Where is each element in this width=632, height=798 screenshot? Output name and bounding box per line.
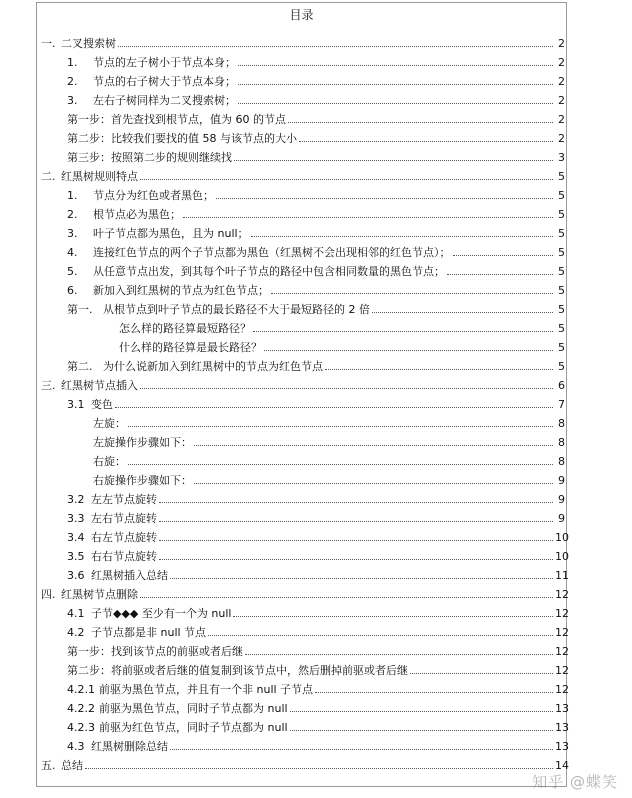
toc-entry-number: 1. <box>67 56 78 69</box>
toc-entry-text: 右旋操作步骤如下： <box>93 474 192 487</box>
toc-entry-text: 前驱为红色节点，同时子节点都为 null <box>99 721 288 734</box>
toc-dot-leader <box>315 691 553 693</box>
toc-entry[interactable] <box>37 411 566 430</box>
toc-entry-text: 右右节点旋转 <box>91 550 157 563</box>
toc-dot-leader <box>194 444 553 446</box>
toc-entry-page: 9 <box>558 512 565 525</box>
toc-entry-page: 5 <box>558 303 565 316</box>
toc-entry-number: 3.2 <box>67 493 85 506</box>
toc-dot-leader <box>453 254 554 256</box>
toc-entry-page: 5 <box>558 360 565 373</box>
toc-dot-leader <box>251 235 553 237</box>
toc-entry-number: 2. <box>67 208 78 221</box>
toc-dot-leader <box>183 216 553 218</box>
toc-entry[interactable] <box>37 164 566 183</box>
toc-entry-page: 8 <box>558 436 565 449</box>
toc-dot-leader <box>194 482 553 484</box>
toc-entry-page: 12 <box>555 588 569 601</box>
toc-dot-leader <box>253 330 553 332</box>
toc-entry[interactable] <box>37 31 566 50</box>
toc-entry[interactable] <box>37 278 566 297</box>
toc-entry-text: 红黑树节点插入 <box>61 379 138 392</box>
toc-entry-text: 红黑树节点删除 <box>61 588 138 601</box>
toc-entry-number: 3.1 <box>67 398 85 411</box>
toc-entry-number: 3. <box>67 227 78 240</box>
toc-entry-number: 6. <box>67 284 78 297</box>
toc-entry-number: 3.5 <box>67 550 85 563</box>
toc-dot-leader <box>447 273 553 275</box>
toc-entry-text: 叶子节点都为黑色，且为 null； <box>93 227 249 240</box>
toc-dot-leader <box>170 577 553 579</box>
toc-dot-leader <box>140 387 553 389</box>
toc-entry[interactable] <box>37 392 566 411</box>
toc-entry[interactable] <box>37 563 569 582</box>
toc-dot-leader <box>128 463 553 465</box>
toc-entry-number: 3.3 <box>67 512 85 525</box>
toc-entry[interactable] <box>37 639 569 658</box>
toc-entry-text: 第二步：比较我们要找的值 58 与该节点的大小 <box>67 132 297 145</box>
toc-entry-text: 第一步：找到该节点的前驱或者后继 <box>67 645 243 658</box>
toc-dot-leader <box>159 520 553 522</box>
toc-entry-page: 9 <box>558 474 565 487</box>
toc-title: 目录 <box>289 8 314 22</box>
toc-entry-text: 左左节点旋转 <box>91 493 157 506</box>
toc-entry[interactable] <box>37 715 569 734</box>
toc-entry-text: 节点分为红色或者黑色； <box>93 189 214 202</box>
toc-entry[interactable] <box>37 734 569 753</box>
toc-page <box>36 2 567 787</box>
toc-entry-page: 5 <box>558 208 565 221</box>
toc-entry-text: 右旋： <box>93 455 126 468</box>
toc-entry-number: 四. <box>41 588 56 601</box>
watermark: 知乎 @蝶笑 <box>532 773 618 791</box>
toc-entry-page: 13 <box>555 702 569 715</box>
toc-dot-leader <box>159 558 553 560</box>
toc-entry[interactable] <box>37 316 566 335</box>
toc-entry-text: 从任意节点出发，到其每个叶子节点的路径中包含相同数量的黑色节点； <box>93 265 445 278</box>
toc-entry-text: 从根节点到叶子节点的最长路径不大于最短路径的 2 倍 <box>103 303 370 316</box>
toc-entry-text: 红黑树插入总结 <box>91 569 168 582</box>
toc-entry-page: 11 <box>555 569 569 582</box>
toc-entry[interactable] <box>37 183 566 202</box>
toc-dot-leader <box>271 292 553 294</box>
toc-entry-page: 10 <box>555 531 569 544</box>
toc-dot-leader <box>170 748 553 750</box>
toc-entry-number: 4.2 <box>67 626 85 639</box>
toc-dot-leader <box>85 767 553 769</box>
toc-dot-leader <box>245 653 553 655</box>
toc-entry-page: 5 <box>558 246 565 259</box>
toc-entry-number: 4.2.2 <box>67 702 95 715</box>
toc-entry-page: 5 <box>558 341 565 354</box>
toc-dot-leader <box>288 121 553 123</box>
toc-entry-page: 12 <box>555 683 569 696</box>
toc-dot-leader <box>118 45 553 47</box>
toc-entry[interactable] <box>37 373 566 392</box>
toc-entry-page: 9 <box>558 493 565 506</box>
toc-entry-page: 5 <box>558 322 565 335</box>
toc-entry-text: 子节点都是非 null 节点 <box>91 626 207 639</box>
toc-entry-number: 3.4 <box>67 531 85 544</box>
toc-entry[interactable] <box>37 145 566 164</box>
toc-entry-page: 12 <box>555 645 569 658</box>
toc-entry-number: 4.2.1 <box>67 683 95 696</box>
toc-entry-number: 4.3 <box>67 740 85 753</box>
toc-entry-page: 2 <box>558 94 565 107</box>
toc-entry-page: 2 <box>558 132 565 145</box>
toc-entry-page: 3 <box>558 151 565 164</box>
toc-entry[interactable] <box>37 677 569 696</box>
toc-entry[interactable] <box>37 601 569 620</box>
toc-entry-text: 前驱为黑色节点，并且有一个非 null 子节点 <box>99 683 314 696</box>
toc-dot-leader <box>299 140 553 142</box>
toc-entry-text: 左右子树同样为二叉搜索树； <box>93 94 236 107</box>
toc-entry-number: 3.6 <box>67 569 85 582</box>
toc-dot-leader <box>140 596 553 598</box>
toc-entry[interactable] <box>37 696 569 715</box>
toc-entry[interactable] <box>37 753 569 772</box>
toc-entry-text: 变色 <box>91 398 113 411</box>
toc-entry-page: 12 <box>555 626 569 639</box>
toc-entry-text: 怎么样的路径算最短路径？ <box>119 322 251 335</box>
toc-dot-leader <box>410 672 553 674</box>
toc-entry-page: 12 <box>555 607 569 620</box>
toc-dot-leader <box>238 83 553 85</box>
toc-entry-page: 2 <box>558 75 565 88</box>
toc-entry-page: 14 <box>555 759 569 772</box>
toc-dot-leader <box>159 539 553 541</box>
toc-entry[interactable] <box>37 69 566 88</box>
toc-entry-text: 红黑树规则特点 <box>61 170 138 183</box>
toc-entry-page: 5 <box>558 170 565 183</box>
toc-dot-leader <box>325 368 553 370</box>
toc-dot-leader <box>128 425 553 427</box>
toc-entry-text: 第一步：首先查找到根节点，值为 60 的节点 <box>67 113 286 126</box>
toc-entry-text: 二叉搜索树 <box>61 37 116 50</box>
toc-entry-page: 13 <box>555 721 569 734</box>
toc-entry-number: 4.1 <box>67 607 85 620</box>
toc-entry-text: 子节◆◆◆ 至少有一个为 null <box>91 607 232 620</box>
toc-entry-number: 1. <box>67 189 78 202</box>
toc-entry-number: 3. <box>67 94 78 107</box>
toc-entry-page: 5 <box>558 189 565 202</box>
toc-entry[interactable] <box>37 468 566 487</box>
toc-entry[interactable] <box>37 50 566 69</box>
toc-entry-text: 左旋操作步骤如下： <box>93 436 192 449</box>
toc-entry-text: 左右节点旋转 <box>91 512 157 525</box>
toc-entry-page: 2 <box>558 56 565 69</box>
toc-entry-text: 第二步：将前驱或者后继的值复制到该节点中，然后删掉前驱或者后继 <box>67 664 408 677</box>
toc-entry-text: 连接红色节点的两个子节点都为黑色（红黑树不会出现相邻的红色节点）； <box>93 246 451 259</box>
toc-entry-text: 什么样的路径算是最长路径？ <box>119 341 262 354</box>
toc-entry-page: 2 <box>558 37 565 50</box>
toc-entry-text: 新加入到红黑树的节点为红色节点； <box>93 284 269 297</box>
toc-entry[interactable] <box>37 335 566 354</box>
toc-entry[interactable] <box>37 297 566 316</box>
toc-dot-leader <box>290 729 553 731</box>
toc-entry[interactable] <box>37 620 569 639</box>
toc-entry-page: 5 <box>558 227 565 240</box>
toc-dot-leader <box>372 311 553 313</box>
toc-entry[interactable] <box>37 221 566 240</box>
toc-dot-leader <box>115 406 553 408</box>
toc-dot-leader <box>216 197 553 199</box>
toc-entry-page: 6 <box>558 379 565 392</box>
toc-entry-number: 三. <box>41 379 56 392</box>
toc-entry[interactable] <box>37 487 566 506</box>
toc-entry-text: 节点的右子树大于节点本身； <box>93 75 236 88</box>
toc-entry-page: 8 <box>558 417 565 430</box>
toc-entry[interactable] <box>37 544 569 563</box>
toc-entry-number: 2. <box>67 75 78 88</box>
toc-entry-text: 右左节点旋转 <box>91 531 157 544</box>
toc-entry[interactable] <box>37 658 569 677</box>
toc-entry-page: 5 <box>558 265 565 278</box>
toc-entry-number: 一. <box>41 37 56 50</box>
toc-entry-number: 二. <box>41 170 56 183</box>
toc-entry-number: 4.2.3 <box>67 721 95 734</box>
toc-entry-number: 五. <box>41 759 56 772</box>
toc-entry[interactable] <box>37 506 566 525</box>
toc-entry[interactable] <box>37 240 566 259</box>
toc-entry-page: 5 <box>558 284 565 297</box>
toc-entry-text: 左旋： <box>93 417 126 430</box>
toc-entry-text: 第三步：按照第二步的规则继续找 <box>67 151 232 164</box>
toc-entry-page: 2 <box>558 113 565 126</box>
toc-entry-number: 5. <box>67 265 78 278</box>
toc-entry-page: 10 <box>555 550 569 563</box>
toc-entry-text: 红黑树删除总结 <box>91 740 168 753</box>
toc-dot-leader <box>290 710 553 712</box>
toc-entry-text: 前驱为黑色节点，同时子节点都为 null <box>99 702 288 715</box>
toc-entry-number: 第二. <box>67 360 93 373</box>
toc-dot-leader <box>264 349 553 351</box>
toc-dot-leader <box>208 634 553 636</box>
toc-entry[interactable] <box>37 582 569 601</box>
toc-entry[interactable] <box>37 430 566 449</box>
toc-entry-number: 4. <box>67 246 78 259</box>
toc-entry-page: 8 <box>558 455 565 468</box>
toc-entry-text: 为什么说新加入到红黑树中的节点为红色节点 <box>103 360 323 373</box>
toc-dot-leader <box>238 102 553 104</box>
toc-entry-page: 7 <box>558 398 565 411</box>
toc-dot-leader <box>159 501 553 503</box>
toc-entry-number: 第一. <box>67 303 93 316</box>
toc-dot-leader <box>234 159 553 161</box>
toc-dot-leader <box>233 615 553 617</box>
toc-entry[interactable] <box>37 88 566 107</box>
toc-entry-page: 13 <box>555 740 569 753</box>
toc-entry-text: 节点的左子树小于节点本身； <box>93 56 236 69</box>
toc-dot-leader <box>140 178 553 180</box>
toc-entry-text: 根节点必为黑色； <box>93 208 181 221</box>
toc-entry[interactable] <box>37 449 566 468</box>
toc-entry[interactable] <box>37 525 569 544</box>
toc-dot-leader <box>238 64 553 66</box>
toc-entry[interactable] <box>37 259 566 278</box>
toc-entry-text: 总结 <box>61 759 83 772</box>
toc-entry-page: 12 <box>555 664 569 677</box>
toc-entry[interactable] <box>37 354 566 373</box>
toc-entry[interactable] <box>37 202 566 221</box>
toc-entry[interactable] <box>37 126 566 145</box>
toc-entry[interactable] <box>37 107 566 126</box>
